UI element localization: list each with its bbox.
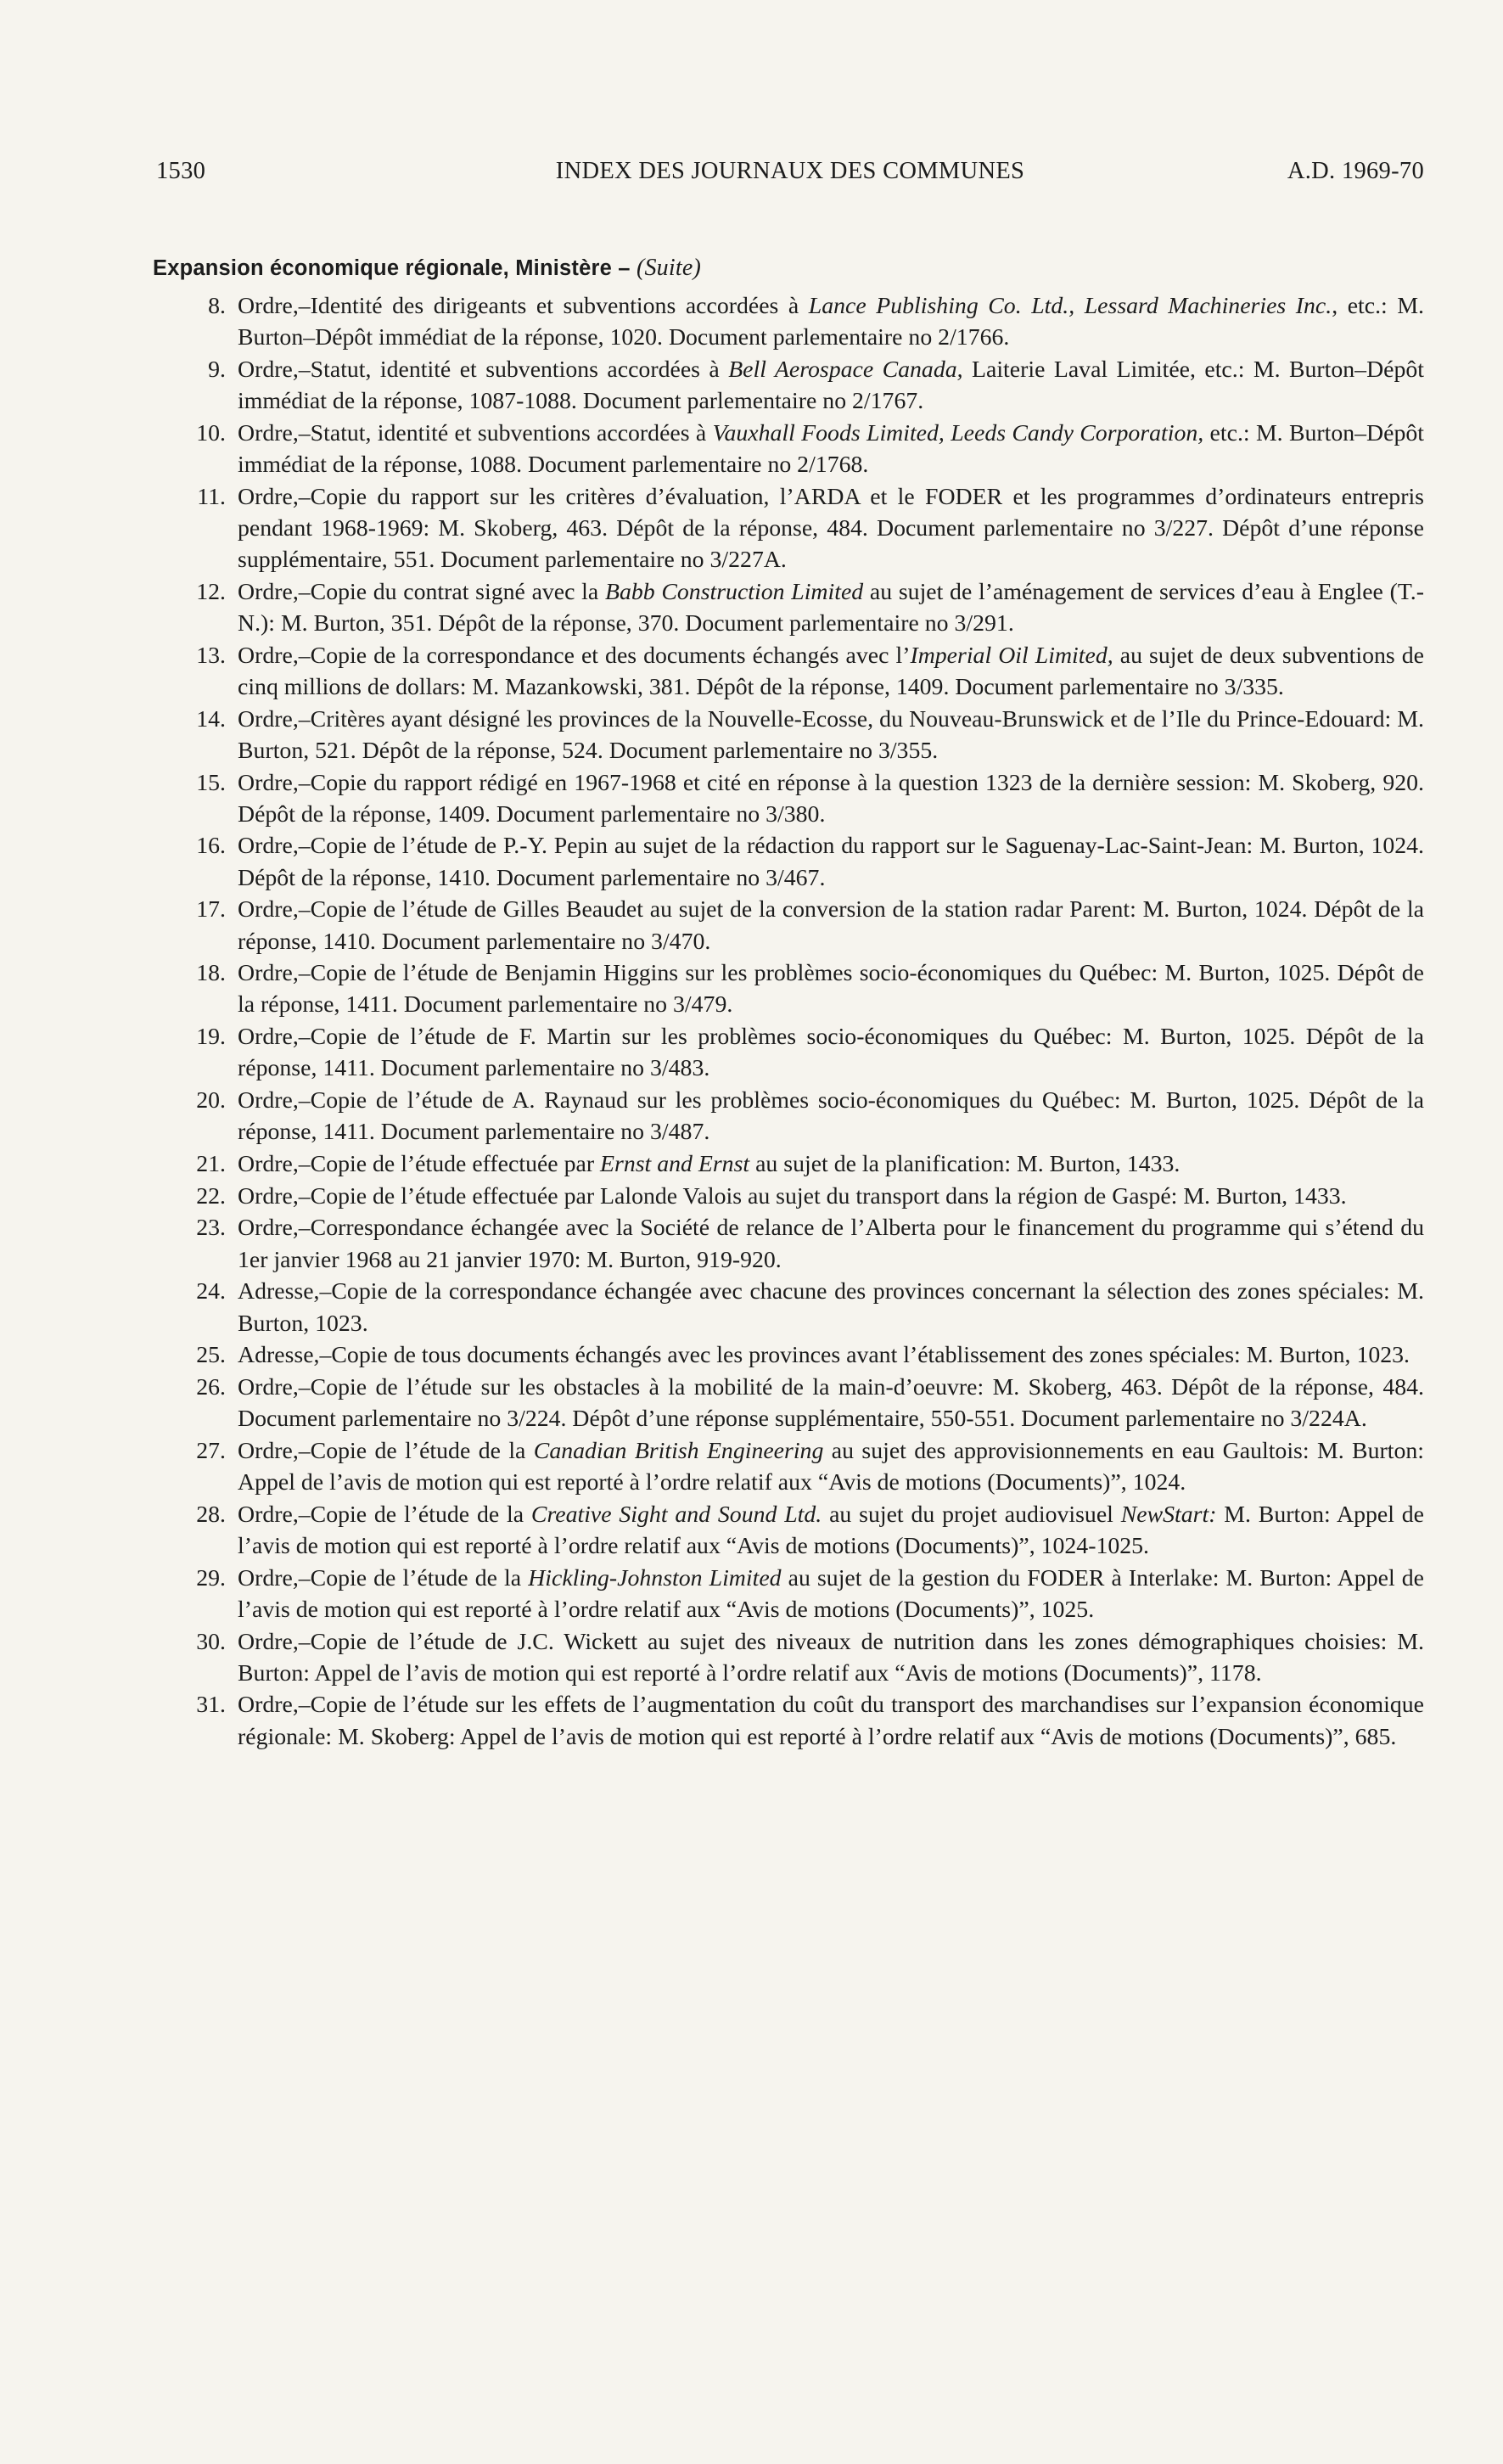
index-entry: [156, 1181, 1424, 1212]
entry-text: [238, 1212, 1424, 1275]
entry-text: [238, 640, 1424, 703]
entry-number: 12.: [196, 578, 226, 605]
entry-number: 15.: [196, 769, 226, 796]
index-entry: [156, 1563, 1424, 1625]
index-entry: [156, 704, 1424, 766]
entry-text-segment: Ordre,–Statut, identité et subventions accordées à: [238, 356, 729, 383]
entry-text: [238, 830, 1424, 893]
entry-number: 29.: [196, 1564, 226, 1591]
index-entry: [156, 894, 1424, 957]
index-entry: [156, 1689, 1424, 1752]
entry-text-segment: Ordre,–Copie de l’étude effectuée par: [238, 1150, 601, 1177]
index-entry: [156, 1212, 1424, 1275]
entry-text: [238, 1563, 1424, 1625]
entry-number: 26.: [196, 1373, 226, 1400]
entry-text: [238, 481, 1424, 576]
page-header: [156, 158, 1424, 195]
entry-text: [238, 894, 1424, 957]
index-entry: [156, 1339, 1424, 1371]
entry-text-segment: Ordre,–Copie de l’étude de la: [238, 1564, 529, 1591]
entry-text: [238, 704, 1424, 766]
entry-text-segment: au sujet de deux subventions de cinq millions de dollars: M. Mazankowski, 381. Dépôt de la réponse, 1409. Document parlementaire no 3/335.: [238, 642, 1424, 700]
entry-text-segment: Ordre,–Identité des dirigeants et subventions accordées à: [238, 293, 809, 319]
entry-text: [238, 1021, 1424, 1084]
index-entry: [156, 1148, 1424, 1180]
entry-number: 16.: [196, 833, 226, 860]
entry-text-segment: au sujet de la planification: M. Burton, 1433.: [749, 1150, 1181, 1177]
entry-text-segment: Ordre,–Copie de l’étude de J.C. Wickett au sujet des niveaux de nutrition dans les zones démographiques choisies: M. Burton: Appel de l’avis de motion qui est reporté à l’ordre relatif aux “Avis de motions (Documents)”, 1178.: [238, 1628, 1424, 1687]
index-entry: [156, 354, 1424, 417]
entry-number: 24.: [196, 1278, 226, 1305]
entry-italic-name: Imperial Oil Limited,: [910, 642, 1113, 669]
entry-number: 20.: [196, 1087, 226, 1114]
index-entry: [156, 640, 1424, 703]
entry-text-segment: Ordre,–Copie du rapport rédigé en 1967-1968 et cité en réponse à la question 1323 de la dernière session: M. Skoberg, 920. Dépôt de la réponse, 1409. Document parlementaire no 3/380.: [238, 769, 1424, 828]
entry-text-segment: Ordre,–Correspondance échangée avec la Société de relance de l’Alberta pour le financement du programme qui s’étend du 1er janvier 1968 au 21 janvier 1970: M. Burton, 919-920.: [238, 1215, 1424, 1273]
entry-text: [238, 1339, 1424, 1371]
index-entry: [156, 957, 1424, 1020]
index-entry: [156, 767, 1424, 830]
entry-text: [238, 1435, 1424, 1498]
index-entry: [156, 290, 1424, 353]
entry-italic-name: NewStart:: [1120, 1501, 1217, 1528]
entry-number: 17.: [196, 896, 226, 923]
index-entry: [156, 1276, 1424, 1339]
entry-text-segment: Ordre,–Copie du contrat signé avec la: [238, 578, 605, 605]
entry-number: 10.: [196, 419, 226, 446]
index-entry: [156, 1499, 1424, 1562]
index-entry: [156, 830, 1424, 893]
entry-text-segment: Adresse,–Copie de tous documents échangés avec les provinces avant l’établissement des zones spéciales: M. Burton, 1023.: [238, 1342, 1410, 1369]
index-entry: [156, 1372, 1424, 1434]
entry-text: [238, 957, 1424, 1020]
entry-text-segment: , etc.: M. Burton–Dépôt immédiat de la réponse, 1020. Document parlementaire no 2/1766.: [238, 293, 1424, 351]
entry-number: 19.: [196, 1024, 226, 1051]
entry-number: 27.: [196, 1437, 226, 1464]
section-heading: [153, 255, 1426, 282]
entry-text: [238, 1148, 1424, 1180]
year-label: A.D. 1969-70: [1287, 158, 1424, 184]
entry-text: [238, 767, 1424, 830]
index-entry: [156, 1435, 1424, 1498]
entry-italic-name: Ernst and Ernst: [600, 1150, 750, 1177]
entry-text: [238, 1085, 1424, 1148]
entry-text: [238, 418, 1424, 480]
entry-italic-name: Creative Sight and Sound Ltd.: [530, 1501, 822, 1528]
entry-text: [238, 1626, 1424, 1689]
entry-italic-name: Canadian British Engineering: [533, 1437, 824, 1464]
entry-text-segment: Ordre,–Copie de l’étude de A. Raynaud sur les problèmes socio-économiques du Québec: M. Burton, 1025. Dépôt de la réponse, 1411. Document parlementaire no 3/487.: [238, 1087, 1424, 1146]
entry-list: [156, 290, 1424, 1753]
entry-number: 8.: [208, 293, 226, 319]
entry-text-segment: etc.: M. Burton–Dépôt immédiat de la réponse, 1088. Document parlementaire no 2/1768.: [238, 419, 1424, 479]
entry-text-segment: Ordre,–Copie de l’étude de P.-Y. Pepin au sujet de la rédaction du rapport sur le Saguenay-Lac-Saint-Jean: M. Burton, 1024. Dépôt de la réponse, 1410. Document parlementaire no 3/467.: [238, 833, 1424, 891]
index-entry: [156, 576, 1424, 639]
index-entry: [156, 1085, 1424, 1148]
entry-number: 23.: [196, 1215, 226, 1242]
entry-italic-name: Babb Construction Limited: [604, 578, 864, 605]
entry-text-segment: Ordre,–Copie de l’étude de la: [238, 1437, 534, 1464]
entry-text: [238, 1181, 1424, 1212]
index-entry: [156, 1021, 1424, 1084]
entry-number: 22.: [196, 1182, 226, 1210]
entry-number: 21.: [196, 1150, 226, 1177]
entry-text-segment: Adresse,–Copie de la correspondance échangée avec chacune des provinces concernant la sélection des zones spéciales: M. Burton, 1023.: [238, 1278, 1424, 1337]
entry-number: 13.: [196, 642, 226, 669]
entry-text: [238, 1689, 1424, 1752]
section-suite: (Suite): [636, 255, 701, 281]
entry-number: 31.: [196, 1692, 226, 1719]
entry-text-segment: Ordre,–Copie de l’étude sur les obstacles à la mobilité de la main-d’oeuvre: M. Skoberg, 463. Dépôt de la réponse, 484. Document parlementaire no 3/224. Dépôt d’une réponse supplémentaire, 550-551. Document parlementaire no 3/224A.: [238, 1373, 1424, 1433]
entry-text: [238, 290, 1424, 353]
entry-text-segment: Ordre,–Copie de la correspondance et des documents échangés avec l’: [238, 642, 911, 669]
entry-text-segment: Ordre,–Copie de l’étude de F. Martin sur les problèmes socio-économiques du Québec: M. Burton, 1025. Dépôt de la réponse, 1411. Document parlementaire no 3/483.: [238, 1024, 1424, 1082]
entry-text: [238, 1372, 1424, 1434]
entry-text-segment: au sujet de la gestion du FODER à Interlake: M. Burton: Appel de l’avis de motion qui est reporté à l’ordre relatif aux “Avis de motions (Documents)”, 1025.: [238, 1564, 1424, 1623]
index-entry: [156, 481, 1424, 576]
entry-text-segment: au sujet du projet audiovisuel: [822, 1501, 1121, 1528]
entry-text-segment: au sujet des approvisionnements en eau Gaultois: M. Burton: Appel de l’avis de motion qui est reporté à l’ordre relatif aux “Avis de motions (Documents)”, 1024.: [238, 1437, 1424, 1496]
entry-text-segment: Laiterie Laval Limitée, etc.: M. Burton–Dépôt immédiat de la réponse, 1087-1088. Document parlementaire no 2/1767.: [238, 356, 1425, 415]
entry-text: [238, 1499, 1424, 1562]
entry-text-segment: Ordre,–Copie de l’étude effectuée par Lalonde Valois au sujet du transport dans la région de Gaspé: M. Burton, 1433.: [238, 1182, 1347, 1210]
entry-text: [238, 576, 1424, 639]
page-number: 1530: [156, 158, 206, 184]
entry-number: 25.: [196, 1342, 226, 1369]
entry-italic-name: Lance Publishing Co. Ltd., Lessard Machineries Inc.: [808, 293, 1332, 319]
entry-text-segment: Ordre,–Copie du rapport sur les critères d’évaluation, l’ARDA et le FODER et les programmes d’ordinateurs entrepris pendant 1968-1969: M. Skoberg, 463. Dépôt de la réponse, 484. Document parlementaire no 3/227. Dépôt d’une réponse supplémentaire, 551. Document parlementaire no 3/227A.: [238, 483, 1424, 574]
entry-italic-name: Hickling-Johnston Limited: [528, 1564, 782, 1591]
entry-number: 14.: [196, 705, 226, 732]
running-title: INDEX DES JOURNAUX DES COMMUNES: [555, 158, 1025, 184]
entry-text-segment: au sujet de l’aménagement de services d’eau à Englee (T.-N.): M. Burton, 351. Dépôt de la réponse, 370. Document parlementaire no 3/291.: [238, 578, 1424, 637]
index-entry: [156, 418, 1424, 480]
entry-number: 11.: [197, 483, 226, 510]
entry-text-segment: Ordre,–Copie de l’étude de la: [238, 1501, 531, 1528]
index-entry: [156, 1626, 1424, 1689]
entry-number: 30.: [196, 1628, 226, 1655]
entry-text-segment: Ordre,–Copie de l’étude de Gilles Beaudet au sujet de la conversion de la station radar Parent: M. Burton, 1024. Dépôt de la réponse, 1410. Document parlementaire no 3/470.: [238, 896, 1424, 955]
entry-text-segment: Ordre,–Statut, identité et subventions accordées à: [238, 419, 713, 446]
entry-text: [238, 354, 1424, 417]
entry-italic-name: Vauxhall Foods Limited, Leeds Candy Corporation,: [712, 419, 1204, 446]
entry-text: [238, 1276, 1424, 1339]
entry-text-segment: Ordre,–Copie de l’étude de Benjamin Higgins sur les problèmes socio-économiques du Québec: M. Burton, 1025. Dépôt de la réponse, 1411. Document parlementaire no 3/479.: [238, 960, 1424, 1019]
entry-text-segment: Ordre,–Critères ayant désigné les provinces de la Nouvelle-Ecosse, du Nouveau-Brunswick et de l’Ile du Prince-Edouard: M. Burton, 521. Dépôt de la réponse, 524. Document parlementaire no 3/355.: [238, 705, 1424, 764]
entry-number: 28.: [196, 1501, 226, 1528]
entry-text-segment: M. Burton: Appel de l’avis de motion qui est reporté à l’ordre relatif aux “Avis de motions (Documents)”, 1024-1025.: [238, 1501, 1424, 1559]
entry-italic-name: Bell Aerospace Canada,: [728, 356, 963, 383]
entry-number: 18.: [196, 960, 226, 987]
entry-number: 9.: [208, 356, 226, 383]
section-title: Expansion économique régionale, Ministère –: [153, 256, 631, 280]
entry-text-segment: Ordre,–Copie de l’étude sur les effets de l’augmentation du coût du transport des marchandises sur l’expansion économique régionale: M. Skoberg: Appel de l’avis de motion qui est reporté à l’ordre relatif aux “Avis de motions (Documents)”, 685.: [238, 1692, 1424, 1750]
